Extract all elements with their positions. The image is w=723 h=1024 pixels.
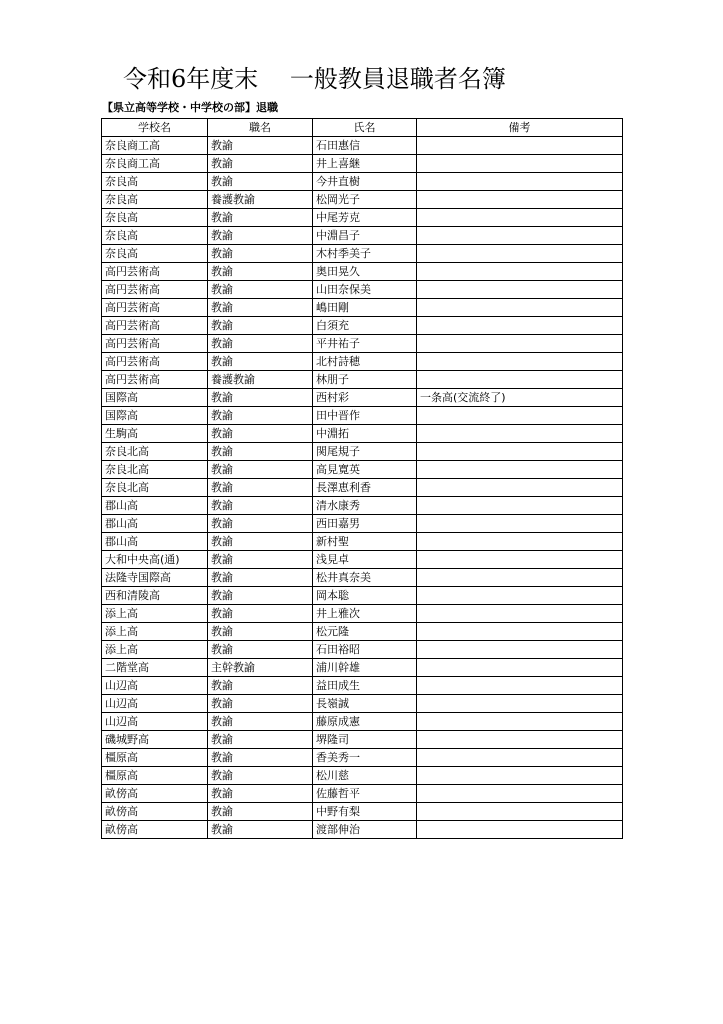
table-row	[102, 173, 623, 191]
note-cell	[417, 173, 623, 191]
section-label: 【県立高等学校・中学校の部】退職	[102, 101, 278, 114]
position-cell: 教諭	[208, 785, 313, 803]
table-row	[102, 641, 623, 659]
note-cell	[417, 155, 623, 173]
school-cell: 高円芸術高	[102, 371, 208, 389]
position-cell: 教諭	[208, 335, 313, 353]
school-cell: 大和中央高(通)	[102, 551, 208, 569]
position-cell: 教諭	[208, 515, 313, 533]
name-cell: 松井真奈美	[313, 569, 417, 587]
table-row	[102, 461, 623, 479]
name-cell: 益田成生	[313, 677, 417, 695]
school-cell: 郡山高	[102, 497, 208, 515]
position-cell: 教諭	[208, 695, 313, 713]
table-row	[102, 623, 623, 641]
school-cell: 高円芸術高	[102, 353, 208, 371]
name-cell: 奥田晃久	[313, 263, 417, 281]
school-cell: 添上高	[102, 605, 208, 623]
school-cell: 高円芸術高	[102, 299, 208, 317]
name-cell: 新村聖	[313, 533, 417, 551]
table-header-row	[102, 119, 623, 137]
school-cell: 生駒高	[102, 425, 208, 443]
table-row	[102, 317, 623, 335]
table-row	[102, 821, 623, 839]
position-cell: 教諭	[208, 317, 313, 335]
position-cell: 教諭	[208, 299, 313, 317]
note-cell: 一条高(交流終了)	[417, 389, 623, 407]
note-cell	[417, 695, 623, 713]
table-row	[102, 749, 623, 767]
column-header-position: 職名	[208, 119, 313, 137]
position-cell: 主幹教諭	[208, 659, 313, 677]
table-row	[102, 803, 623, 821]
name-cell: 石田惠信	[313, 137, 417, 155]
note-cell	[417, 461, 623, 479]
table-row	[102, 263, 623, 281]
name-cell: 浦川幹雄	[313, 659, 417, 677]
school-cell: 山辺高	[102, 713, 208, 731]
table-row	[102, 281, 623, 299]
position-cell: 教諭	[208, 623, 313, 641]
table-row	[102, 443, 623, 461]
name-cell: 岡本聡	[313, 587, 417, 605]
name-cell: 白須充	[313, 317, 417, 335]
school-cell: 奈良高	[102, 227, 208, 245]
name-cell: 木村季美子	[313, 245, 417, 263]
note-cell	[417, 515, 623, 533]
table-row	[102, 677, 623, 695]
note-cell	[417, 497, 623, 515]
school-cell: 奈良高	[102, 245, 208, 263]
name-cell: 関尾規子	[313, 443, 417, 461]
position-cell: 教諭	[208, 749, 313, 767]
name-cell: 中淵昌子	[313, 227, 417, 245]
table-row	[102, 551, 623, 569]
note-cell	[417, 299, 623, 317]
note-cell	[417, 353, 623, 371]
school-cell: 西和清陵高	[102, 587, 208, 605]
table-row	[102, 299, 623, 317]
school-cell: 郡山高	[102, 533, 208, 551]
name-cell: 高見寛英	[313, 461, 417, 479]
position-cell: 教諭	[208, 245, 313, 263]
position-cell: 教諭	[208, 767, 313, 785]
position-cell: 教諭	[208, 389, 313, 407]
note-cell	[417, 371, 623, 389]
note-cell	[417, 209, 623, 227]
school-cell: 奈良北高	[102, 461, 208, 479]
table-row	[102, 497, 623, 515]
school-cell: 郡山高	[102, 515, 208, 533]
table-row	[102, 695, 623, 713]
name-cell: 長澤恵利香	[313, 479, 417, 497]
name-cell: 西村彩	[313, 389, 417, 407]
name-cell: 浅見卓	[313, 551, 417, 569]
position-cell: 教諭	[208, 353, 313, 371]
name-cell: 藤原成憲	[313, 713, 417, 731]
note-cell	[417, 227, 623, 245]
position-cell: 教諭	[208, 461, 313, 479]
note-cell	[417, 335, 623, 353]
school-cell: 国際高	[102, 389, 208, 407]
note-cell	[417, 317, 623, 335]
table-row	[102, 479, 623, 497]
note-cell	[417, 713, 623, 731]
school-cell: 畝傍高	[102, 821, 208, 839]
table-row	[102, 137, 623, 155]
school-cell: 奈良高	[102, 209, 208, 227]
table-row	[102, 605, 623, 623]
retiree-table	[101, 118, 623, 839]
table-row	[102, 227, 623, 245]
school-cell: 添上高	[102, 641, 208, 659]
note-cell	[417, 533, 623, 551]
school-cell: 橿原高	[102, 749, 208, 767]
name-cell: 長嶺誠	[313, 695, 417, 713]
position-cell: 教諭	[208, 731, 313, 749]
note-cell	[417, 587, 623, 605]
position-cell: 教諭	[208, 587, 313, 605]
position-cell: 教諭	[208, 443, 313, 461]
school-cell: 奈良商工高	[102, 155, 208, 173]
note-cell	[417, 551, 623, 569]
note-cell	[417, 749, 623, 767]
name-cell: 堺隆司	[313, 731, 417, 749]
table-row	[102, 371, 623, 389]
school-cell: 磯城野高	[102, 731, 208, 749]
position-cell: 教諭	[208, 551, 313, 569]
position-cell: 教諭	[208, 569, 313, 587]
school-cell: 添上高	[102, 623, 208, 641]
position-cell: 教諭	[208, 263, 313, 281]
name-cell: 香美秀一	[313, 749, 417, 767]
school-cell: 奈良商工高	[102, 137, 208, 155]
table-row	[102, 569, 623, 587]
position-cell: 教諭	[208, 227, 313, 245]
name-cell: 中淵拓	[313, 425, 417, 443]
name-cell: 井上雅次	[313, 605, 417, 623]
school-cell: 高円芸術高	[102, 317, 208, 335]
position-cell: 教諭	[208, 155, 313, 173]
name-cell: 林朋子	[313, 371, 417, 389]
column-header-school: 学校名	[102, 119, 208, 137]
note-cell	[417, 569, 623, 587]
note-cell	[417, 605, 623, 623]
name-cell: 石田裕昭	[313, 641, 417, 659]
note-cell	[417, 137, 623, 155]
note-cell	[417, 479, 623, 497]
school-cell: 二階堂高	[102, 659, 208, 677]
table-row	[102, 155, 623, 173]
note-cell	[417, 407, 623, 425]
position-cell: 教諭	[208, 803, 313, 821]
table-row	[102, 785, 623, 803]
table-row	[102, 389, 623, 407]
school-cell: 国際高	[102, 407, 208, 425]
position-cell: 教諭	[208, 425, 313, 443]
name-cell: 山田奈保美	[313, 281, 417, 299]
position-cell: 教諭	[208, 497, 313, 515]
school-cell: 奈良北高	[102, 443, 208, 461]
school-cell: 山辺高	[102, 677, 208, 695]
table-row	[102, 767, 623, 785]
name-cell: 平井祐子	[313, 335, 417, 353]
position-cell: 教諭	[208, 173, 313, 191]
name-cell: 松岡光子	[313, 191, 417, 209]
school-cell: 畝傍高	[102, 803, 208, 821]
table-row	[102, 533, 623, 551]
name-cell: 今井直樹	[313, 173, 417, 191]
table-row	[102, 587, 623, 605]
name-cell: 北村詩穂	[313, 353, 417, 371]
note-cell	[417, 641, 623, 659]
note-cell	[417, 785, 623, 803]
note-cell	[417, 767, 623, 785]
table-row	[102, 713, 623, 731]
note-cell	[417, 425, 623, 443]
school-cell: 奈良北高	[102, 479, 208, 497]
name-cell: 松川慈	[313, 767, 417, 785]
name-cell: 渡部伸治	[313, 821, 417, 839]
table-row	[102, 353, 623, 371]
name-cell: 西田嘉男	[313, 515, 417, 533]
note-cell	[417, 659, 623, 677]
note-cell	[417, 443, 623, 461]
school-cell: 高円芸術高	[102, 263, 208, 281]
table-row	[102, 191, 623, 209]
table-row	[102, 245, 623, 263]
name-cell: 中尾芳克	[313, 209, 417, 227]
name-cell: 嶋田剛	[313, 299, 417, 317]
note-cell	[417, 245, 623, 263]
position-cell: 教諭	[208, 677, 313, 695]
column-header-name: 氏名	[313, 119, 417, 137]
table-row	[102, 407, 623, 425]
note-cell	[417, 623, 623, 641]
position-cell: 教諭	[208, 713, 313, 731]
name-cell: 田中晋作	[313, 407, 417, 425]
table-row	[102, 515, 623, 533]
position-cell: 教諭	[208, 641, 313, 659]
note-cell	[417, 281, 623, 299]
position-cell: 養護教諭	[208, 191, 313, 209]
page-title: 令和6年度末 一般教員退職者名簿	[123, 65, 506, 93]
table-row	[102, 425, 623, 443]
table-row	[102, 659, 623, 677]
name-cell: 佐藤哲平	[313, 785, 417, 803]
column-header-note: 備考	[417, 119, 623, 137]
name-cell: 松元隆	[313, 623, 417, 641]
school-cell: 高円芸術高	[102, 335, 208, 353]
position-cell: 教諭	[208, 605, 313, 623]
note-cell	[417, 191, 623, 209]
position-cell: 養護教諭	[208, 371, 313, 389]
note-cell	[417, 263, 623, 281]
note-cell	[417, 677, 623, 695]
table-row	[102, 731, 623, 749]
school-cell: 法隆寺国際高	[102, 569, 208, 587]
position-cell: 教諭	[208, 533, 313, 551]
school-cell: 奈良高	[102, 191, 208, 209]
table-row	[102, 335, 623, 353]
note-cell	[417, 821, 623, 839]
position-cell: 教諭	[208, 407, 313, 425]
school-cell: 高円芸術高	[102, 281, 208, 299]
school-cell: 畝傍高	[102, 785, 208, 803]
table-row	[102, 209, 623, 227]
school-cell: 山辺高	[102, 695, 208, 713]
position-cell: 教諭	[208, 821, 313, 839]
position-cell: 教諭	[208, 479, 313, 497]
position-cell: 教諭	[208, 209, 313, 227]
name-cell: 中野有梨	[313, 803, 417, 821]
note-cell	[417, 731, 623, 749]
note-cell	[417, 803, 623, 821]
position-cell: 教諭	[208, 137, 313, 155]
position-cell: 教諭	[208, 281, 313, 299]
name-cell: 清水康秀	[313, 497, 417, 515]
table-body	[102, 137, 623, 839]
name-cell: 井上喜継	[313, 155, 417, 173]
school-cell: 橿原高	[102, 767, 208, 785]
school-cell: 奈良高	[102, 173, 208, 191]
